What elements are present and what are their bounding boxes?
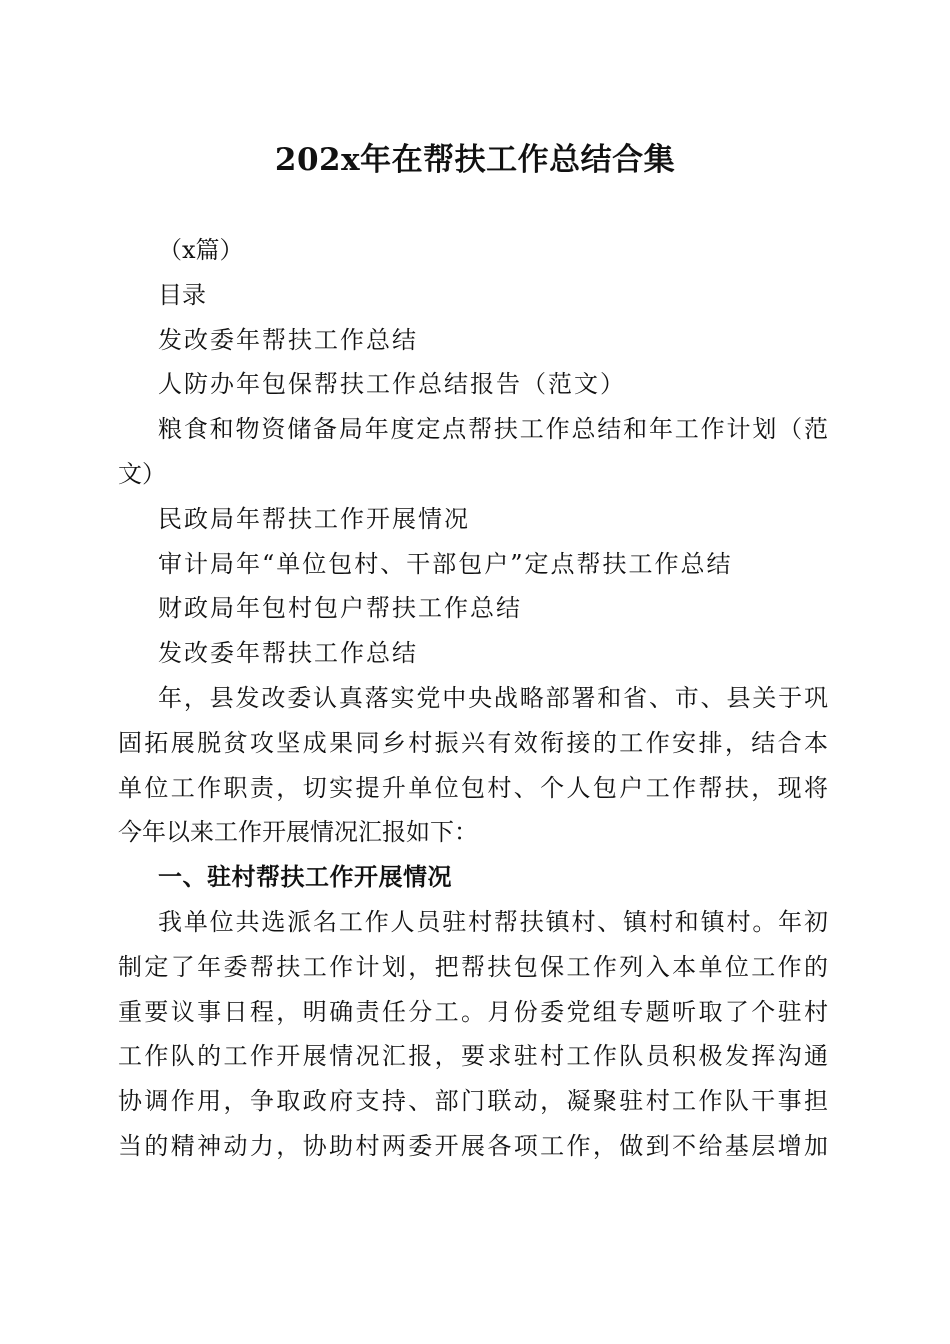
toc-item: 审计局年“单位包村、干部包户”定点帮扶工作总结 [158,549,733,578]
toc-item: 财政局年包村包户帮扶工作总结 [158,594,522,623]
intro-line: 单位工作职责，切实提升单位包村、个人包户工作帮扶，现将 [118,773,828,802]
document-body [118,228,828,1169]
paragraph-line: 工作队的工作开展情况汇报，要求驻村工作队员积极发挥沟通 [118,1042,828,1071]
toc-label: 目录 [158,280,206,309]
toc-item: 发改委年帮扶工作总结 [158,325,418,354]
count-note: （x篇） [158,236,244,264]
paragraph-line: 协调作用，争取政府支持、部门联动，凝聚驻村工作队干事担 [118,1087,828,1116]
heading-1: 一、驻村帮扶工作开展情况 [158,863,452,892]
intro-line: 今年以来工作开展情况汇报如下： [118,818,478,847]
toc-item-continuation: 文） [118,459,166,488]
paragraph-line: 重要议事日程，明确责任分工。月份委党组专题听取了个驻村 [118,997,828,1026]
paragraph-line: 当的精神动力，协助村两委开展各项工作，做到不给基层增加 [118,1131,828,1160]
paragraph-line: 我单位共选派名工作人员驻村帮扶镇村、镇村和镇村。年初 [158,907,828,936]
document-title: 202x年在帮扶工作总结合集 [274,142,676,178]
toc-item: 粮食和物资储备局年度定点帮扶工作总结和年工作计划（范 [158,415,828,444]
toc-item: 民政局年帮扶工作开展情况 [158,504,470,533]
paragraph-line: 制定了年委帮扶工作计划，把帮扶包保工作列入本单位工作的 [118,952,828,981]
toc-item: 人防办年包保帮扶工作总结报告（范文） [158,370,626,399]
intro-line: 固拓展脱贫攻坚成果同乡村振兴有效衔接的工作安排，结合本 [118,728,828,757]
section-title: 发改委年帮扶工作总结 [158,639,418,668]
intro-line: 年，县发改委认真落实党中央战略部署和省、市、县关于巩 [158,683,828,712]
